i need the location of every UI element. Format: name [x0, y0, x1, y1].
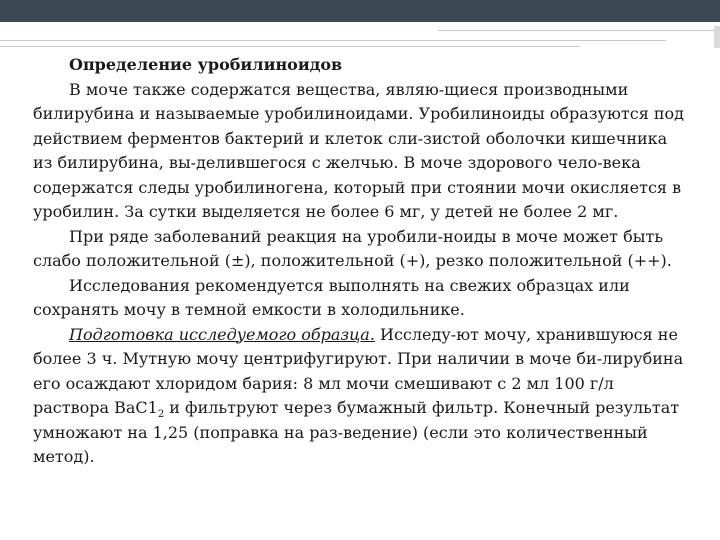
decorative-accent: [714, 26, 720, 48]
slide-top-bar: [0, 0, 720, 22]
paragraph-4: Подготовка исследуемого образца. Исследу-ют мочу, хранившуюся не более 3 ч. Мутную мочу центрифугируют. При наличии в моче би-лирубина его осаждают хлоридом бария: 8 мл мочи смешивают с 2 мл 100 г/л раствора $BaC1_2$ и фильтруют через бумажный фильтр. Конечный результат умножают на 1,25 (поправка на раз-ведение) (если это количественный метод).: [33, 324, 684, 466]
decorative-line: [438, 30, 720, 31]
paragraph-2: При ряде заболеваний реакция на уробили-ноиды в моче может быть слабо положительной (±), положительной (+), резко положительной (++).: [33, 226, 672, 270]
document-body: [33, 53, 688, 470]
paragraph-1: В моче также содержатся вещества, являю-щиеся производными билирубина и называемые уробилиноидами. Уробилиноиды образуются под действием ферментов бактерий и клеток сли-зистой оболочки кишечника из билирубина, вы-делившегося с желчью. В моче здорового чело-века содержатся следы уробилиногена, который при стоянии мочи окисляется в уробилин. За сутки выделяется не более 6 мг, у детей не более 2 мг.: [33, 79, 685, 221]
decorative-line: [0, 40, 666, 41]
paragraph-3: Исследования рекомендуется выполнять на свежих образцах или сохранять мочу в темной емкости в холодильнике.: [33, 275, 630, 319]
section-heading: Определение уробилиноидов: [69, 55, 343, 74]
sample-prep-label: Подготовка исследуемого образца.: [69, 324, 375, 344]
decorative-line: [0, 46, 580, 47]
